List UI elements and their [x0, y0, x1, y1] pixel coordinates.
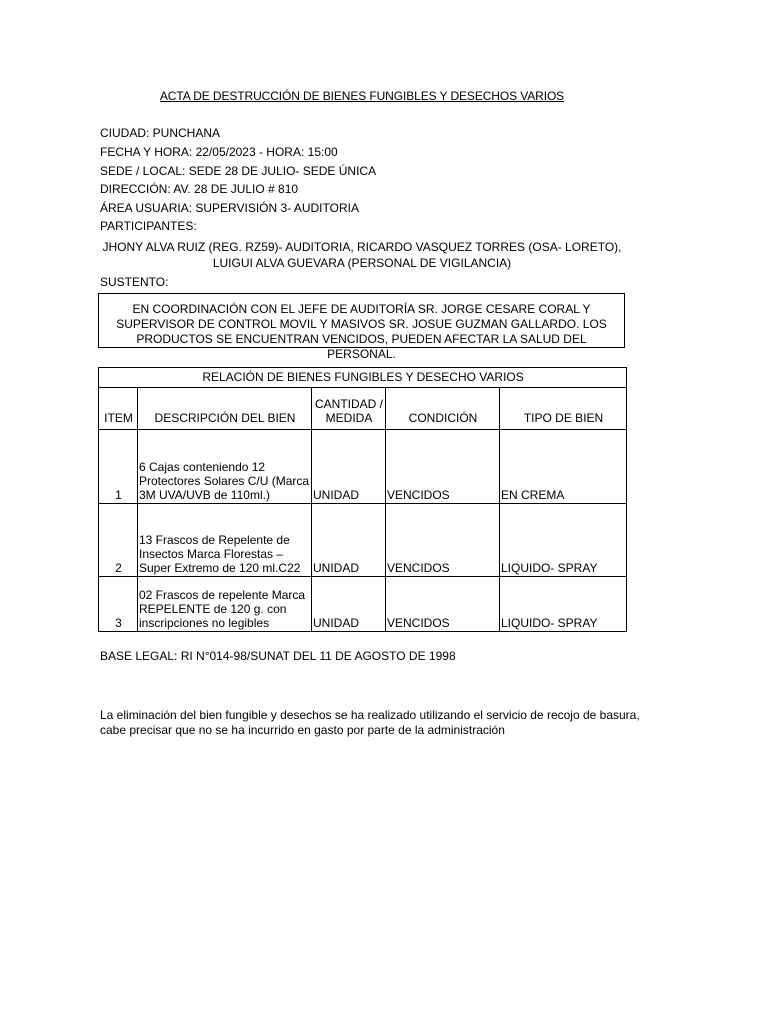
cell-tipo: LIQUIDO- SPRAY [500, 577, 627, 632]
participants-list [100, 239, 624, 271]
table-header-row [99, 388, 627, 430]
header-condicion: CONDICIÓN [386, 388, 500, 430]
cell-cantidad: UNIDAD [312, 577, 386, 632]
table-row [99, 577, 627, 632]
cell-cantidad: UNIDAD [312, 430, 386, 504]
field-ciudad: CIUDAD: PUNCHANA [100, 126, 221, 140]
cell-item: 3 [99, 577, 138, 632]
cell-condicion: VENCIDOS [386, 577, 500, 632]
field-sede: SEDE / LOCAL: SEDE 28 DE JULIO- SEDE ÚNICA [100, 164, 377, 178]
cell-condicion: VENCIDOS [386, 430, 500, 504]
closing-paragraph: La eliminación del bien fungible y desechos se ha realizado utilizando el servicio de recojo de basura, cabe precisar que no se ha incurrido en gasto por parte de la administración [100, 708, 640, 737]
cell-item: 2 [99, 504, 138, 577]
sustento-label: SUSTENTO: [100, 275, 169, 289]
goods-table [98, 367, 627, 632]
field-direccion: DIRECCIÓN: AV. 28 DE JULIO # 810 [100, 182, 299, 196]
cell-condicion: VENCIDOS [386, 504, 500, 577]
sustento-text: EN COORDINACIÓN CON EL JEFE DE AUDITORÍA SR. JORGE CESARE CORAL Y SUPERVISOR DE CONTROL MOVIL Y MASIVOS SR. JOSUE GUZMAN GALLARDO. LOS PRODUCTOS SE ENCUENTRAN VENCIDOS, PUEDEN AFECTAR LA SALUD DEL PERSONAL. [116, 302, 607, 361]
document-title: ACTA DE DESTRUCCIÓN DE BIENES FUNGIBLES Y DESECHOS VARIOS [159, 89, 565, 103]
legal-basis: BASE LEGAL: RI N°014-98/SUNAT DEL 11 DE AGOSTO DE 1998 [100, 649, 456, 663]
cell-item: 1 [99, 430, 138, 504]
table-title-row [99, 368, 627, 388]
field-area: ÁREA USUARIA: SUPERVISIÓN 3- AUDITORIA [100, 201, 359, 215]
field-fecha-hora: FECHA Y HORA: 22/05/2023 - HORA: 15:00 [100, 145, 338, 159]
cell-descripcion: 6 Cajas conteniendo 12 Protectores Solares C/U (Marca 3M UVA/UVB de 110ml.) [138, 430, 312, 504]
table-title: RELACIÓN DE BIENES FUNGIBLES Y DESECHO VARIOS [99, 368, 627, 388]
cell-tipo: EN CREMA [500, 430, 627, 504]
cell-tipo: LIQUIDO- SPRAY [500, 504, 627, 577]
table-row [99, 430, 627, 504]
table-row [99, 504, 627, 577]
header-descripcion: DESCRIPCIÓN DEL BIEN [138, 388, 312, 430]
sustento-box [98, 293, 625, 361]
header-item: ITEM [99, 388, 138, 430]
cell-descripcion: 02 Frascos de repelente Marca REPELENTE de 120 g. con inscripciones no legibles [138, 577, 312, 632]
participants-label: PARTICIPANTES: [100, 219, 197, 233]
participants-line-1: JHONY ALVA RUIZ (REG. RZ59)- AUDITORIA, RICARDO VASQUEZ TORRES (OSA- LORETO), [102, 240, 622, 254]
header-tipo: TIPO DE BIEN [500, 388, 627, 430]
cell-cantidad: UNIDAD [312, 504, 386, 577]
participants-line-2: LUIGUI ALVA GUEVARA (PERSONAL DE VIGILANCIA) [212, 256, 512, 270]
cell-descripcion: 13 Frascos de Repelente de Insectos Marca Florestas – Super Extremo de 120 ml.C22 [138, 504, 312, 577]
header-cantidad: CANTIDAD / MEDIDA [312, 388, 386, 430]
